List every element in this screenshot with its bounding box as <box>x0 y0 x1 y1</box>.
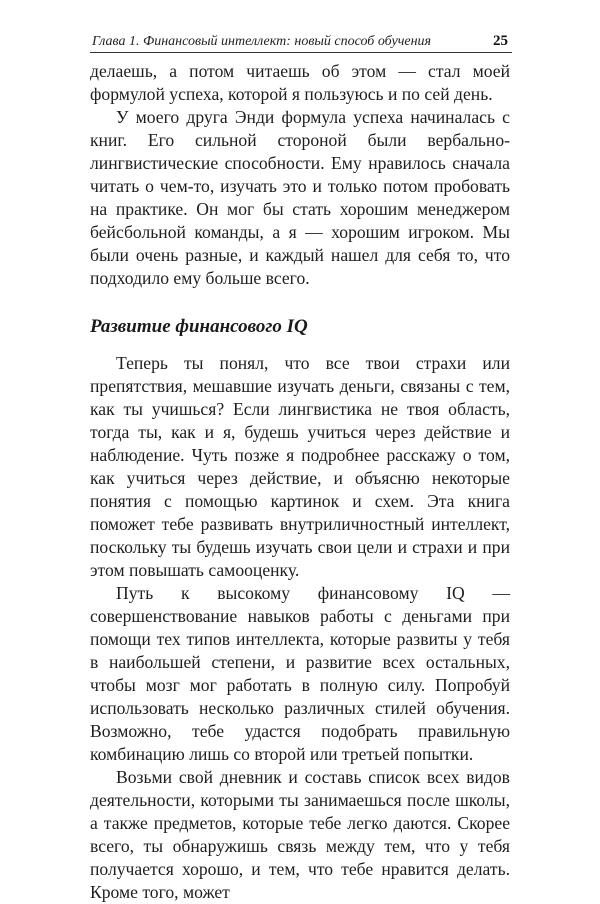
paragraph-continued: делаешь, а потом читаешь об этом — стал моей формулой успеха, которой я пользуюсь и по сей день. <box>90 61 510 104</box>
body-text <box>90 60 510 904</box>
running-head <box>90 34 512 54</box>
paragraph-path: Путь к высокому финансовому IQ — совершенствование навыков работы с деньгами при помощи тех типов интеллекта, которые развиты у тебя в наибольшей степени, и развитие всех остальных, чтобы мозг мог работать в полную силу. Попробуй использовать несколько различных стилей обучения. Возможно, тебе удастся подобрать правильную комбинацию лишь со второй или третьей попытки. <box>90 583 510 764</box>
header-rule <box>90 52 512 53</box>
paragraph-diary: Возьми свой дневник и составь список всех видов деятельности, которыми ты занимаешься после школы, а также предметов, которые тебе легко даются. Скорее всего, ты обнаружишь связь между тем, что у тебя получается хорошо, и тем, что тебе нравится делать. Кроме того, может <box>90 767 510 902</box>
section-heading: Развитие финансового IQ <box>90 316 308 337</box>
paragraph-fears: Теперь ты понял, что все твои страхи или препятствия, мешавшие изучать деньги, связаны с тем, как ты учишься? Если лингвистика не твоя область, тогда ты, как и я, будешь учиться через действие и наблюдение. Чуть позже я подробнее расскажу о том, как учиться через действие, и объясню некоторые понятия с помощью картинок и схем. Эта книга поможет тебе развивать внутриличностный интеллект, поскольку ты будешь изучать свои цели и страхи и при этом повышать самооценку. <box>90 353 510 580</box>
running-title: Глава 1. Финансовый интеллект: новый способ обучения <box>92 34 432 49</box>
page-number: 25 <box>493 33 508 49</box>
paragraph-andy: У моего друга Энди формула успеха начиналась с книг. Его сильной стороной были вербально-лингвистические способности. Ему нравилось сначала читать о чем-то, изучать это и только потом пробовать на практике. Он мог бы стать хорошим менеджером бейсбольной команды, а я — хорошим игроком. Мы были очень разные, и каждый нашел для себя то, что подходило ему больше всего. <box>90 107 510 288</box>
